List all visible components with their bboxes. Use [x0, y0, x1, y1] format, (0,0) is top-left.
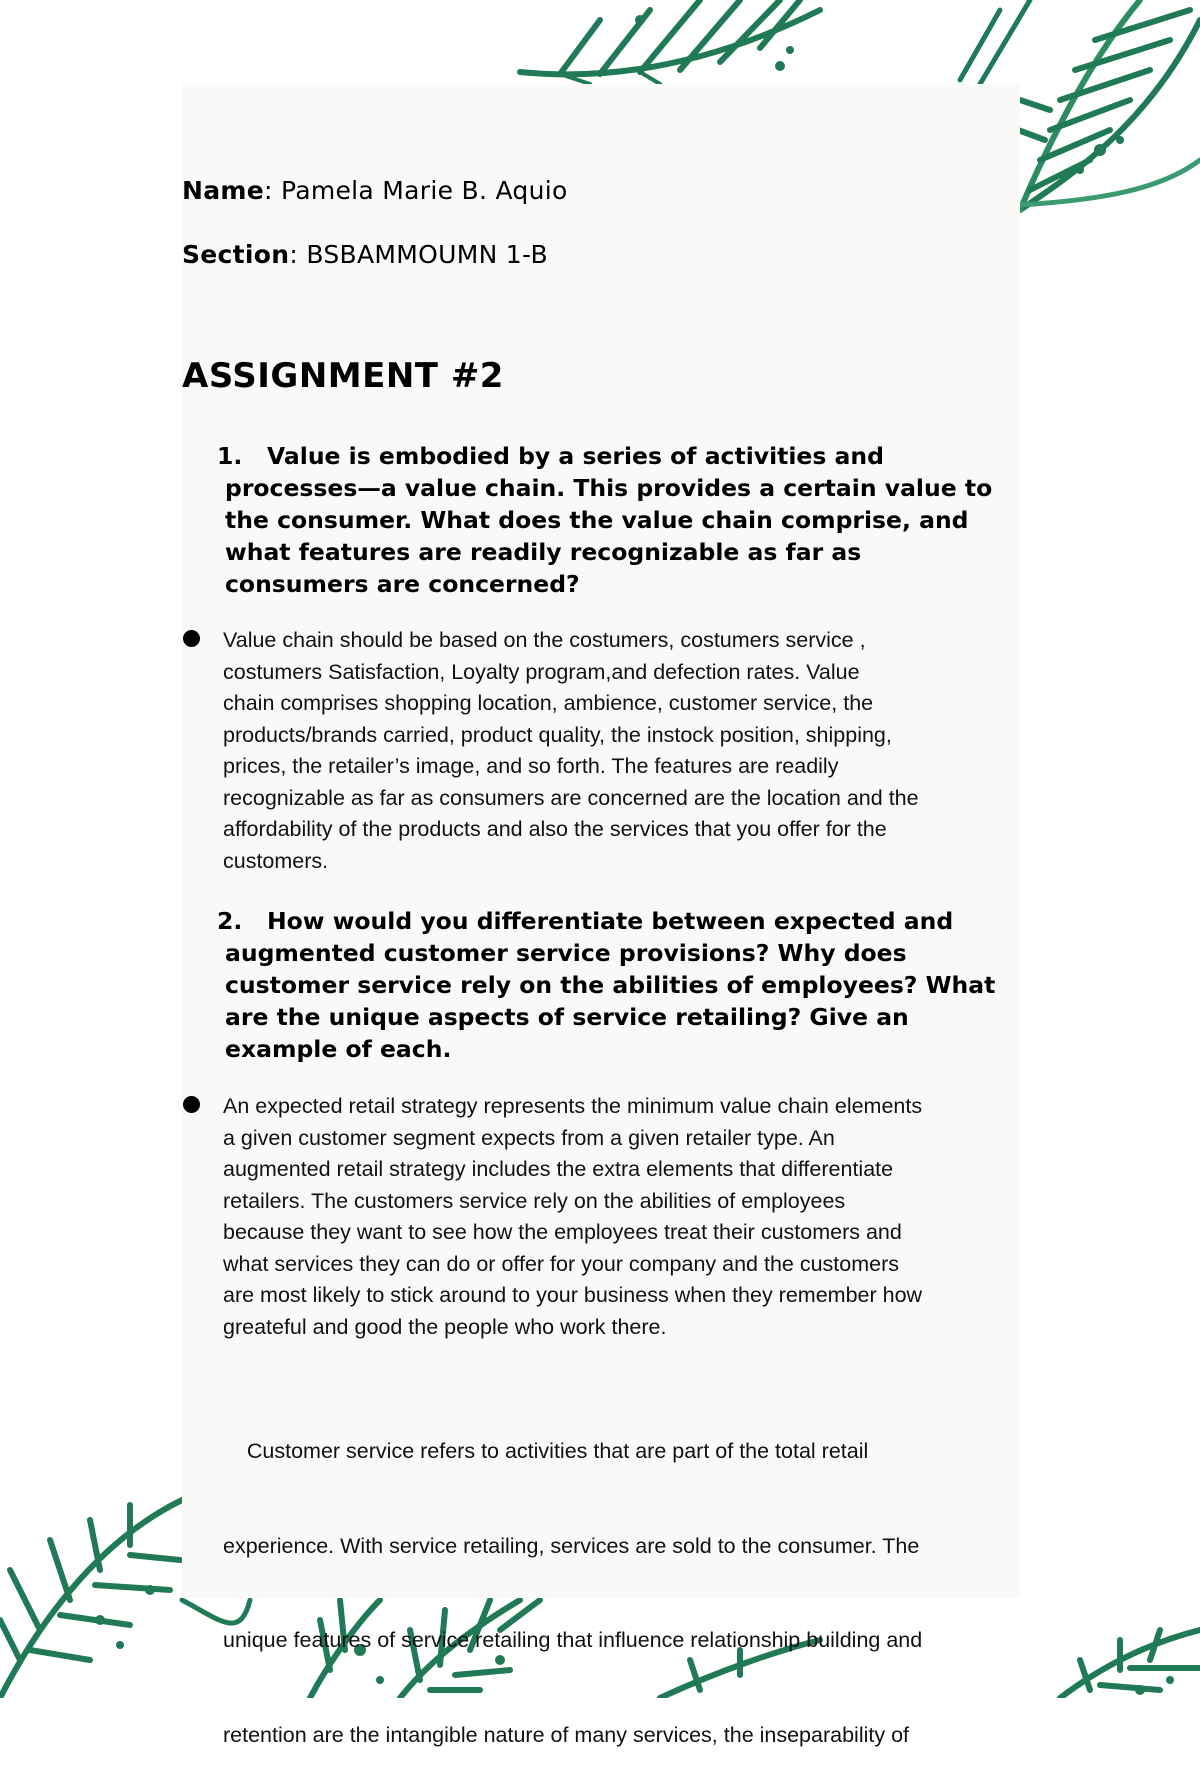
section-label: Section — [182, 240, 290, 269]
section-value: : BSBAMMOUMN 1-B — [289, 240, 548, 269]
question-line: Value is embodied by a series of activities and — [267, 442, 884, 470]
answer-line: An expected retail strategy represents the minimum value chain elements — [223, 1094, 923, 1118]
answer-line: augmented retail strategy includes the extra elements that differentiate — [223, 1157, 894, 1181]
answer-1 — [223, 625, 1023, 877]
student-section-field — [182, 240, 548, 269]
answer-line: are most likely to stick around to your business when they remember how — [223, 1283, 923, 1307]
answer-2 — [223, 1091, 1023, 1343]
question-line: processes—a value chain. This provides a certain value to — [225, 474, 993, 502]
bullet-icon — [183, 1096, 200, 1113]
answer-line: greateful and good the people who work there. — [223, 1314, 667, 1339]
question-line: augmented customer service provisions? Why does — [225, 939, 907, 967]
answer-line: unique features of service retailing that influence relationship building and — [223, 1628, 923, 1652]
answer-line: retention are the intangible nature of many services, the inseparability of — [223, 1722, 910, 1747]
answer-line: customers. — [223, 848, 329, 873]
answer-line: because they want to see how the employees treat their customers and — [223, 1220, 902, 1244]
answer-line: prices, the retailer’s image, and so forth. The features are readily — [223, 754, 839, 778]
question-line: example of each. — [225, 1035, 452, 1063]
question-line: consumers are concerned? — [225, 570, 580, 598]
question-line: customer service rely on the abilities of employees? What — [225, 971, 996, 999]
answer-line: what services they can do or offer for your company and the customers — [223, 1251, 899, 1276]
question-number: 1. — [217, 442, 243, 470]
bullet-icon — [183, 630, 200, 647]
question-number: 2. — [217, 907, 243, 935]
question-1 — [217, 440, 1025, 600]
answer-line: products/brands carried, product quality, the instock position, shipping, — [223, 722, 892, 747]
name-value: : Pamela Marie B. Aquio — [264, 176, 568, 205]
question-line: are the unique aspects of service retailing? Give an — [225, 1003, 909, 1031]
answer-2-continued — [223, 1373, 1023, 1783]
answer-line: experience. With service retailing, services are sold to the consumer. The — [223, 1533, 920, 1558]
question-2 — [217, 905, 1025, 1065]
student-name-field — [182, 176, 568, 205]
question-line: How would you differentiate between expected and — [267, 907, 954, 935]
answer-line: retailers. The customers service rely on the abilities of employees — [223, 1188, 846, 1213]
answer-line: recognizable as far as consumers are concerned are the location and the — [223, 785, 919, 810]
answer-line: chain comprises shopping location, ambience, customer service, the — [223, 691, 874, 715]
answer-line: affordability of the products and also the services that you offer for the — [223, 817, 887, 841]
leaf-top-center-icon — [520, 0, 820, 84]
question-line: the consumer. What does the value chain comprise, and — [225, 506, 969, 534]
answer-line: costumers Satisfaction, Loyalty program,and defection rates. Value — [223, 659, 860, 684]
name-label: Name — [182, 176, 264, 205]
answer-line: Value chain should be based on the costumers, costumers service , — [223, 628, 866, 652]
assignment-title: ASSIGNMENT #2 — [182, 356, 504, 396]
answer-line: a given customer segment expects from a given retailer type. An — [223, 1125, 835, 1150]
answer-line: Customer service refers to activities that are part of the total retail — [223, 1439, 869, 1463]
question-line: what features are readily recognizable as far as — [225, 538, 862, 566]
